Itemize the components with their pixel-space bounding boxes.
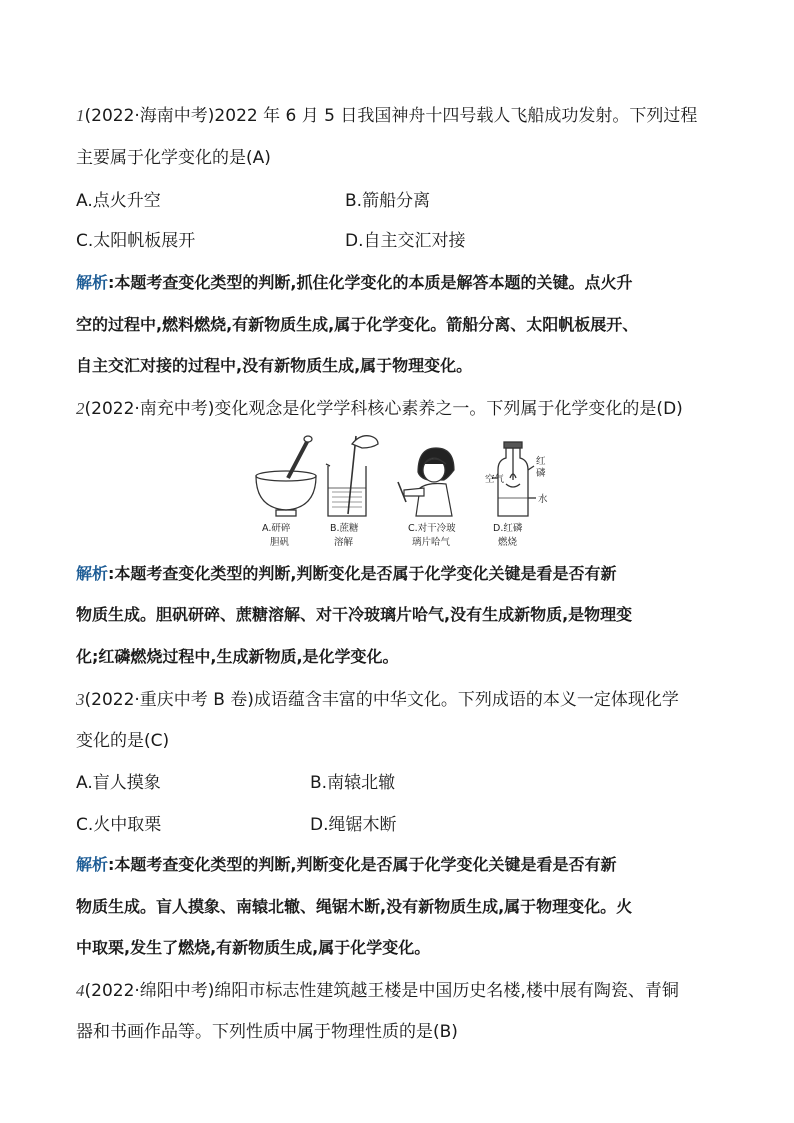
q2-analysis-line3: 化;红磷燃烧过程中,生成新物质,是化学变化。 [76,647,399,666]
q3-stem-line2: 变化的是(C) [76,731,170,751]
caption-c-1: C.对干冷玻 [408,523,456,534]
q1-analysis-label: 解析 [76,273,109,292]
caption-c-2: 璃片哈气 [412,537,451,548]
q2-stem-line1 [76,397,683,421]
q4-stem-line1 [76,979,679,1003]
caption-b-2: 溶解 [334,537,354,548]
mortar-pestle-icon [256,436,316,516]
q3-analysis-text1: :本题考查变化类型的判断,判断变化是否属于化学变化关键是看是否有新 [108,855,617,874]
q3-stem-line1 [76,688,679,712]
q2-figure-svg [248,430,558,550]
q3-analysis-line2: 物质生成。盲人摸象、南辕北辙、绳锯木断,没有新物质生成,属于物理变化。火 [76,897,633,916]
label-phosphorus: 磷 [536,468,546,479]
q1-stem-line1 [76,104,697,128]
q3-number: 3 [76,690,85,709]
q1-number: 1 [76,106,85,125]
caption-b-1: B.蔗糖 [330,523,359,534]
q2-analysis-line2: 物质生成。胆矾研碎、蔗糖溶解、对干冷玻璃片哈气,没有生成新物质,是物理变 [76,605,633,624]
caption-a-1: A.研碎 [262,523,291,534]
label-air: 空气 [485,474,505,485]
q2-analysis-text1: :本题考查变化类型的判断,判断变化是否属于化学变化关键是看是否有新 [108,564,617,583]
caption-d-2: 燃烧 [498,537,518,548]
q1-stem-line2: 主要属于化学变化的是(A) [76,148,271,168]
q1-stem-text1: (2022·海南中考)2022 年 6 月 5 日我国神舟十四号载人飞船成功发射。下列过程 [84,106,698,126]
q1-option-c: C.太阳帆板展开 [76,231,196,251]
girl-breathing-icon [398,448,454,516]
q3-option-b: B.南辕北辙 [310,773,396,793]
q2-number: 2 [76,399,85,418]
label-water: 水 [538,494,548,505]
q3-analysis-line1 [76,853,617,877]
q3-option-a: A.盲人摸象 [76,773,161,793]
q3-option-d: D.绳锯木断 [310,815,397,835]
q3-analysis-line3: 中取栗,发生了燃烧,有新物质生成,属于化学变化。 [76,938,431,957]
q1-analysis-line1 [76,271,633,295]
q1-option-b: B.箭船分离 [345,191,431,211]
q1-analysis-line3: 自主交汇对接的过程中,没有新物质生成,属于物理变化。 [76,356,473,375]
q4-number: 4 [76,981,85,1000]
q1-analysis-line2: 空的过程中,燃料燃烧,有新物质生成,属于化学变化。箭船分离、太阳帆板展开、 [76,315,639,334]
caption-a-2: 胆矾 [270,537,290,548]
q1-option-d: D.自主交汇对接 [345,231,466,251]
beaker-stirring-icon [326,436,378,516]
q3-analysis-label: 解析 [76,855,109,874]
caption-d-1: D.红磷 [493,523,523,534]
q2-analysis-line1 [76,562,617,586]
q1-analysis-text1: :本题考查变化类型的判断,抓住化学变化的本质是解答本题的关键。点火升 [108,273,633,292]
q2-stem-text1: (2022·南充中考)变化观念是化学学科核心素养之一。下列属于化学变化的是(D) [84,399,683,419]
q4-stem-line2: 器和书画作品等。下列性质中属于物理性质的是(B) [76,1022,458,1042]
q4-stem-text1: (2022·绵阳中考)绵阳市标志性建筑越王楼是中国历史名楼,楼中展有陶瓷、青铜 [84,981,679,1001]
q3-stem-text1: (2022·重庆中考 B 卷)成语蕴含丰富的中华文化。下列成语的本义一定体现化学 [84,690,679,710]
q2-analysis-label: 解析 [76,564,109,583]
label-red: 红 [536,456,546,467]
q1-option-a: A.点火升空 [76,191,161,211]
q3-option-c: C.火中取栗 [76,815,162,835]
q2-figure [248,430,558,550]
